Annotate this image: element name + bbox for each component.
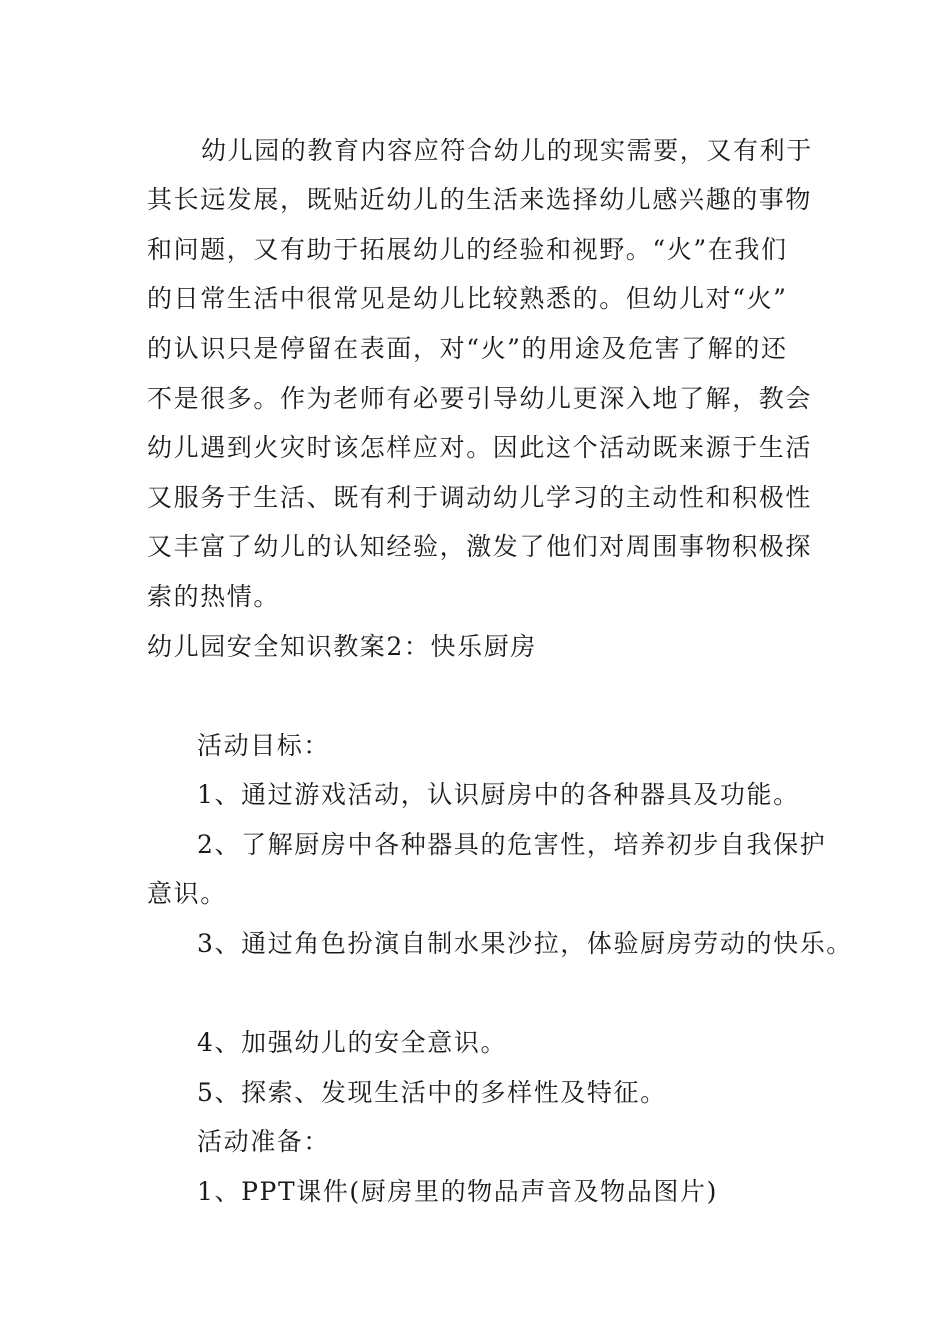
goal-item-2-line-1: 2、了解厨房中各种器具的危害性，培养初步自我保护 [197,830,827,859]
goal-item-1: 1、通过游戏活动，认识厨房中的各种器具及功能。 [197,780,800,809]
intro-line-3: 和问题，又有助于拓展幼儿的经验和视野。“火”在我们 [147,235,788,264]
intro-line-4: 的日常生活中很常见是幼儿比较熟悉的。但幼儿对“火” [147,284,788,313]
goal-item-3: 3、通过角色扮演自制水果沙拉，体验厨房劳动的快乐。 [197,929,853,958]
intro-line-9: 又丰富了幼儿的认知经验，激发了他们对周围事物积极探 [147,532,813,561]
goals-heading: 活动目标： [197,731,331,760]
intro-line-2: 其长远发展，既贴近幼儿的生活来选择幼儿感兴趣的事物 [147,185,813,214]
preparation-heading: 活动准备： [197,1127,331,1156]
goal-item-4: 4、加强幼儿的安全意识。 [197,1028,508,1057]
intro-line-8: 又服务于生活、既有利于调动幼儿学习的主动性和积极性 [147,483,813,512]
goal-item-2-line-2: 意识。 [147,879,227,908]
section-title: 幼儿园安全知识教案2：快乐厨房 [147,632,537,661]
preparation-item-1: 1、PPT课件(厨房里的物品声音及物品图片) [197,1177,718,1206]
intro-line-7: 幼儿遇到火灾时该怎样应对。因此这个活动既来源于生活 [147,433,813,462]
goal-item-5: 5、探索、发现生活中的多样性及特征。 [197,1078,667,1107]
intro-line-10: 索的热情。 [147,582,281,611]
intro-line-1: 幼儿园的教育内容应符合幼儿的现实需要，又有利于 [201,136,813,165]
intro-line-6: 不是很多。作为老师有必要引导幼儿更深入地了解，教会 [147,384,813,413]
intro-line-5: 的认识只是停留在表面，对“火”的用途及危害了解的还 [147,334,788,363]
